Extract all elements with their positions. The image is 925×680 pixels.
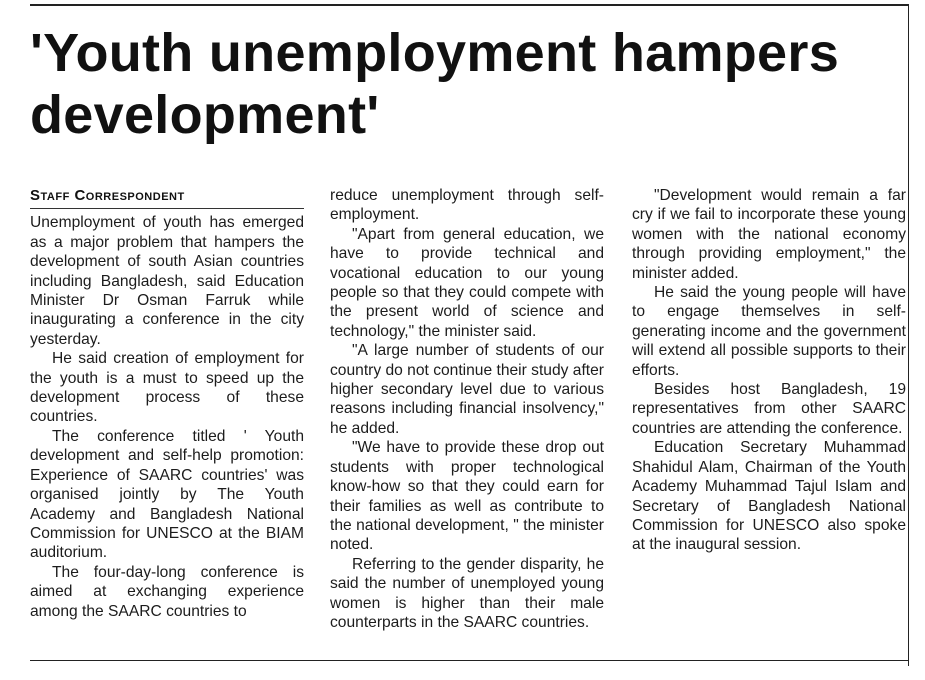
paragraph: "A large number of students of our country do not continue their study after higher secondary level due to various reasons including financial insolvency," he added. <box>330 342 604 437</box>
paragraph: "We have to provide these drop out students with proper technological know-how so that they could earn for their families as well as contribute to the national development, " the minister noted. <box>330 439 604 554</box>
paragraph: Education Secretary Muhammad Shahidul Alam, Chairman of the Youth Academy Muhammad Tajul Islam and Secretary of Bangladesh National Commission for UNESCO also spoke at the inaugural session. <box>632 439 906 554</box>
paragraph: Unemployment of youth has emerged as a major problem that hampers the development of south Asian countries including Bangladesh, said Education Minister Dr Osman Farruk while inaugurating a conference in the city yesterday. <box>30 214 304 348</box>
article-column-2 <box>330 186 604 632</box>
paragraph: Referring to the gender disparity, he said the number of unemployed young women is higher than their male counterparts in the SAARC countries. <box>330 555 604 631</box>
paragraph: Besides host Bangladesh, 19 representatives from other SAARC countries are attending the conference. <box>632 381 906 437</box>
byline: Staff Correspondent <box>30 187 185 204</box>
article-column-3 <box>632 186 906 555</box>
paragraph: reduce unemployment through self-employment. <box>330 187 604 224</box>
headline: 'Youth unemployment hampers development' <box>30 23 840 145</box>
article-column-1 <box>30 186 304 621</box>
paragraph: He said creation of employment for the youth is a must to speed up the development process of these countries. <box>30 350 304 426</box>
top-rule <box>30 4 909 6</box>
paragraph: He said the young people will have to engage themselves in self-generating income and the government will extend all possible supports to their efforts. <box>632 284 906 379</box>
paragraph: "Development would remain a far cry if we fail to incorporate these young women with the national economy through providing employment," the minister added. <box>632 187 906 282</box>
paragraph: The four-day-long conference is aimed at exchanging experience among the SAARC countries to <box>30 563 304 620</box>
bottom-rule <box>30 660 909 661</box>
paragraph: The conference titled ' Youth development and self-help promotion: Experience of SAARC countries' was organised jointly by The Youth Academy and Bangladesh National Commission for UNESCO at the BIAM auditorium. <box>30 427 304 562</box>
byline-rule <box>30 208 304 209</box>
paragraph: "Apart from general education, we have to provide technical and vocational education to our young people so that they could compete with the present world of science and technology," the minister said. <box>330 225 604 340</box>
